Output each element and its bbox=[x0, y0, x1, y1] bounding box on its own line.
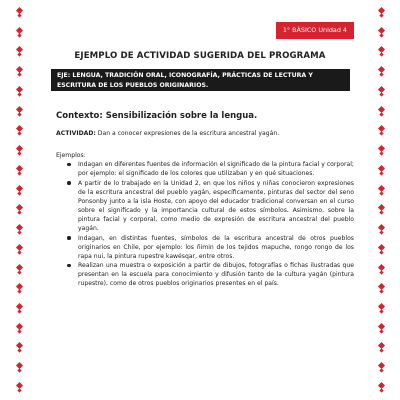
diamond-ornament-icon bbox=[379, 186, 384, 195]
list-item: Indagan en diferentes fuentes de información el significado de la pintura facial y corporal; por ejemplo: el significado de los colores que utilizaban y en qué situaciones. bbox=[78, 160, 354, 178]
diamond-ornament-icon bbox=[17, 343, 22, 352]
diamond-ornament-icon bbox=[379, 28, 384, 37]
diamond-ornament-icon bbox=[17, 265, 22, 274]
diamond-ornament-icon bbox=[379, 383, 384, 392]
diamond-ornament-icon bbox=[17, 107, 22, 116]
examples-label: Ejemplos: bbox=[56, 152, 86, 159]
diamond-ornament-icon bbox=[379, 8, 384, 17]
bullet-icon bbox=[67, 236, 71, 240]
diamond-ornament-icon bbox=[379, 324, 384, 333]
diamond-ornament-icon bbox=[379, 265, 384, 274]
diamond-ornament-icon bbox=[379, 126, 384, 135]
list-item: Realizan una muestra o exposición a partir de dibujos, fotografías o fichas ilustradas que presentan en la escuela para conocimiento y difusión tanto de la cultura yagán (pintura rupestre), como de otros pueblos originarios presentes en el país. bbox=[78, 261, 354, 288]
right-decorative-border bbox=[374, 0, 388, 400]
diamond-ornament-icon bbox=[17, 383, 22, 392]
diamond-ornament-icon bbox=[17, 87, 22, 96]
diamond-ornament-icon bbox=[379, 245, 384, 254]
bullet-icon bbox=[67, 181, 71, 185]
diamond-ornament-icon bbox=[17, 225, 22, 234]
diamond-ornament-icon bbox=[17, 28, 22, 37]
diamond-ornament-icon bbox=[17, 304, 22, 313]
list-item: Indagan, en distintas fuentes, símbolos de la escritura ancestral de otros pueblos originarios en Chile, por ejemplo: los ñimin de los tejidos mapuche, rongo rongo de los rapa nui, la pintura rupestre kawésqar, entre otros. bbox=[78, 234, 354, 261]
list-item: A partir de lo trabajado en la Unidad 2, en que los niños y niñas conocieron expresiones de la escritura ancestral del pueblo yagán, específicamente, pinturas del sector del seno Ponsonby junto a la isla Hoste, con apoyo del educador tradicional conversan en el curso sobre el significado y la importancia cultural de estos símbolos. Asimismo, sobre la pintura facial y corporal, como medio de expresión de escritura ancestral del pueblo yagán. bbox=[78, 179, 354, 234]
diamond-ornament-icon bbox=[17, 8, 22, 17]
diamond-ornament-icon bbox=[379, 284, 384, 293]
bullet-icon bbox=[67, 163, 71, 167]
context-heading: Contexto: Sensibilización sobre la lengua. bbox=[56, 111, 258, 121]
diamond-ornament-icon bbox=[379, 107, 384, 116]
diamond-ornament-icon bbox=[17, 126, 22, 135]
diamond-ornament-icon bbox=[17, 245, 22, 254]
diamond-ornament-icon bbox=[379, 67, 384, 76]
diamond-ornament-icon bbox=[17, 166, 22, 175]
diamond-ornament-icon bbox=[379, 47, 384, 56]
diamond-ornament-icon bbox=[379, 146, 384, 155]
eje-banner: EJE: LENGUA, TRADICIÓN ORAL, ICONOGRAFÍA, PRÁCTICAS DE LECTURA Y ESCRITURA DE LOS PUEBLOS ORIGINARIOS. bbox=[51, 69, 350, 91]
activity-label: ACTIVIDAD: bbox=[56, 130, 96, 137]
diamond-ornament-icon bbox=[379, 87, 384, 96]
bullet-icon bbox=[67, 264, 71, 268]
diamond-ornament-icon bbox=[17, 47, 22, 56]
diamond-ornament-icon bbox=[379, 363, 384, 372]
activity-line bbox=[56, 130, 356, 138]
grade-unit-badge: 1° BÁSICO Unidad 4 bbox=[276, 22, 354, 39]
activity-text: Dan a conocer expresiones de la escritura ancestral yagán. bbox=[95, 130, 280, 137]
diamond-ornament-icon bbox=[379, 225, 384, 234]
left-decorative-border bbox=[12, 0, 26, 400]
diamond-ornament-icon bbox=[17, 67, 22, 76]
diamond-ornament-icon bbox=[379, 166, 384, 175]
diamond-ornament-icon bbox=[17, 186, 22, 195]
diamond-ornament-icon bbox=[17, 205, 22, 214]
diamond-ornament-icon bbox=[17, 146, 22, 155]
diamond-ornament-icon bbox=[379, 304, 384, 313]
diamond-ornament-icon bbox=[17, 284, 22, 293]
page-title: EJEMPLO DE ACTIVIDAD SUGERIDA DEL PROGRAMA bbox=[74, 51, 326, 61]
diamond-ornament-icon bbox=[379, 205, 384, 214]
diamond-ornament-icon bbox=[379, 343, 384, 352]
diamond-ornament-icon bbox=[17, 324, 22, 333]
diamond-ornament-icon bbox=[17, 363, 22, 372]
examples-list bbox=[56, 160, 354, 289]
